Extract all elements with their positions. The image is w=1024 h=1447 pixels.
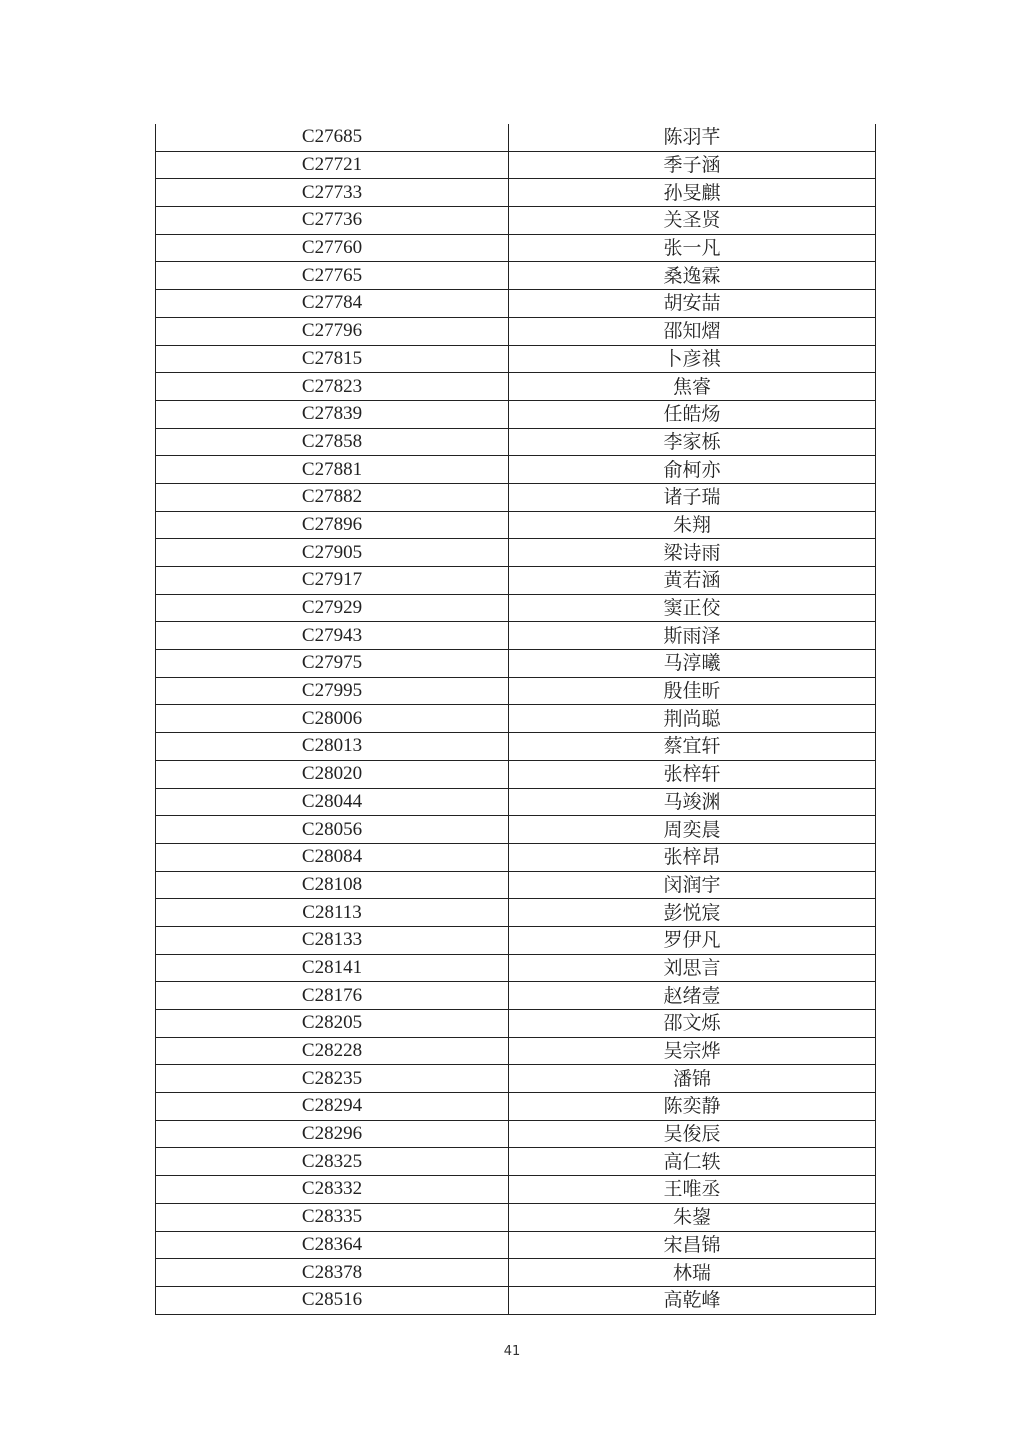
student-name-cell: 吴宗烨: [509, 1037, 876, 1065]
table-row: [156, 262, 876, 290]
student-code-cell: C27882: [156, 483, 509, 511]
student-name-cell: 关圣贤: [509, 207, 876, 235]
student-name-cell: 赵绪壹: [509, 982, 876, 1010]
table-row: [156, 1148, 876, 1176]
student-name-cell: 张梓昂: [509, 843, 876, 871]
student-code-cell: C27685: [156, 124, 509, 151]
student-name-cell: 张一凡: [509, 234, 876, 262]
student-code-cell: C28006: [156, 705, 509, 733]
student-code-cell: C28056: [156, 816, 509, 844]
student-code-cell: C27905: [156, 539, 509, 567]
student-name-cell: 梁诗雨: [509, 539, 876, 567]
student-code-cell: C28294: [156, 1093, 509, 1121]
student-name-cell: 彭悦宸: [509, 899, 876, 927]
table-row: [156, 677, 876, 705]
student-code-cell: C27784: [156, 290, 509, 318]
student-name-cell: 季子涵: [509, 151, 876, 179]
table-row: [156, 899, 876, 927]
student-code-cell: C27765: [156, 262, 509, 290]
student-code-cell: C27796: [156, 317, 509, 345]
table-row: [156, 511, 876, 539]
student-code-cell: C28020: [156, 760, 509, 788]
student-name-cell: 斯雨泽: [509, 622, 876, 650]
student-code-cell: C27721: [156, 151, 509, 179]
table-row: [156, 539, 876, 567]
student-code-cell: C28332: [156, 1176, 509, 1204]
student-code-cell: C27943: [156, 622, 509, 650]
student-name-cell: 马竣渊: [509, 788, 876, 816]
student-code-cell: C28141: [156, 954, 509, 982]
student-code-cell: C27929: [156, 594, 509, 622]
student-code-cell: C28084: [156, 843, 509, 871]
table-row: [156, 982, 876, 1010]
student-code-cell: C27975: [156, 650, 509, 678]
table-row: [156, 788, 876, 816]
student-name-cell: 刘思言: [509, 954, 876, 982]
table-row: [156, 483, 876, 511]
table-row: [156, 456, 876, 484]
student-name-cell: 窦正佼: [509, 594, 876, 622]
table-row: [156, 1286, 876, 1314]
table-row: [156, 345, 876, 373]
student-code-cell: C28364: [156, 1231, 509, 1259]
student-code-cell: C27823: [156, 373, 509, 401]
table-row: [156, 151, 876, 179]
student-name-cell: 林瑞: [509, 1259, 876, 1287]
table-row: [156, 705, 876, 733]
student-code-cell: C27839: [156, 400, 509, 428]
table-row: [156, 871, 876, 899]
student-name-cell: 周奕晨: [509, 816, 876, 844]
table-row: [156, 1065, 876, 1093]
student-name-cell: 闵润宇: [509, 871, 876, 899]
student-code-cell: C28113: [156, 899, 509, 927]
table-row: [156, 816, 876, 844]
student-code-cell: C27858: [156, 428, 509, 456]
table-row: [156, 1093, 876, 1121]
student-code-cell: C28013: [156, 733, 509, 761]
student-name-cell: 陈羽芊: [509, 124, 876, 151]
table-row: [156, 207, 876, 235]
table-row: [156, 400, 876, 428]
student-code-cell: C28516: [156, 1286, 509, 1314]
student-code-cell: C28205: [156, 1010, 509, 1038]
table-row: [156, 733, 876, 761]
table-row: [156, 843, 876, 871]
student-name-cell: 黄若涵: [509, 567, 876, 595]
student-code-cell: C28044: [156, 788, 509, 816]
table-row: [156, 1231, 876, 1259]
name-list-table: [155, 124, 876, 1315]
table-row: [156, 650, 876, 678]
student-name-cell: 桑逸霖: [509, 262, 876, 290]
student-code-cell: C27917: [156, 567, 509, 595]
student-name-cell: 王唯丞: [509, 1176, 876, 1204]
table-row: [156, 1120, 876, 1148]
student-code-cell: C27736: [156, 207, 509, 235]
table-row: [156, 290, 876, 318]
table-row: [156, 317, 876, 345]
student-name-cell: 张梓轩: [509, 760, 876, 788]
student-name-cell: 吴俊辰: [509, 1120, 876, 1148]
page-number: 41: [503, 1344, 521, 1359]
student-name-cell: 焦睿: [509, 373, 876, 401]
table-row: [156, 1203, 876, 1231]
table-row: [156, 179, 876, 207]
table-row: [156, 567, 876, 595]
student-name-cell: 马淳曦: [509, 650, 876, 678]
table-row: [156, 124, 876, 151]
student-name-cell: 邵知熠: [509, 317, 876, 345]
student-name-cell: 朱翔: [509, 511, 876, 539]
student-code-cell: C28296: [156, 1120, 509, 1148]
table-row: [156, 1037, 876, 1065]
student-name-cell: 朱鋆: [509, 1203, 876, 1231]
student-name-cell: 李家栎: [509, 428, 876, 456]
table-row: [156, 1259, 876, 1287]
student-name-cell: 潘锦: [509, 1065, 876, 1093]
student-code-cell: C27896: [156, 511, 509, 539]
table-row: [156, 954, 876, 982]
student-name-cell: 高仁轶: [509, 1148, 876, 1176]
student-name-cell: 殷佳昕: [509, 677, 876, 705]
student-code-cell: C28378: [156, 1259, 509, 1287]
student-name-cell: 诸子瑞: [509, 483, 876, 511]
table-row: [156, 760, 876, 788]
student-code-cell: C28108: [156, 871, 509, 899]
table-row: [156, 234, 876, 262]
table-row: [156, 622, 876, 650]
name-list-body: [156, 124, 876, 1314]
student-name-cell: 高乾峰: [509, 1286, 876, 1314]
student-code-cell: C27881: [156, 456, 509, 484]
student-code-cell: C27760: [156, 234, 509, 262]
student-name-cell: 陈奕静: [509, 1093, 876, 1121]
table-row: [156, 1010, 876, 1038]
student-code-cell: C28176: [156, 982, 509, 1010]
student-code-cell: C27995: [156, 677, 509, 705]
student-name-cell: 邵文烁: [509, 1010, 876, 1038]
student-code-cell: C28325: [156, 1148, 509, 1176]
table-row: [156, 373, 876, 401]
student-name-cell: 宋昌锦: [509, 1231, 876, 1259]
student-name-cell: 任皓炀: [509, 400, 876, 428]
table-row: [156, 1176, 876, 1204]
student-code-cell: C28235: [156, 1065, 509, 1093]
student-name-cell: 荆尚聪: [509, 705, 876, 733]
student-code-cell: C27733: [156, 179, 509, 207]
student-name-cell: 罗伊凡: [509, 926, 876, 954]
student-name-cell: 胡安喆: [509, 290, 876, 318]
table-row: [156, 594, 876, 622]
table-row: [156, 428, 876, 456]
student-name-cell: 俞柯亦: [509, 456, 876, 484]
table-row: [156, 926, 876, 954]
student-name-cell: 卜彦祺: [509, 345, 876, 373]
student-name-cell: 孙旻麒: [509, 179, 876, 207]
student-code-cell: C28335: [156, 1203, 509, 1231]
student-name-cell: 蔡宜轩: [509, 733, 876, 761]
student-code-cell: C28228: [156, 1037, 509, 1065]
student-code-cell: C28133: [156, 926, 509, 954]
student-code-cell: C27815: [156, 345, 509, 373]
